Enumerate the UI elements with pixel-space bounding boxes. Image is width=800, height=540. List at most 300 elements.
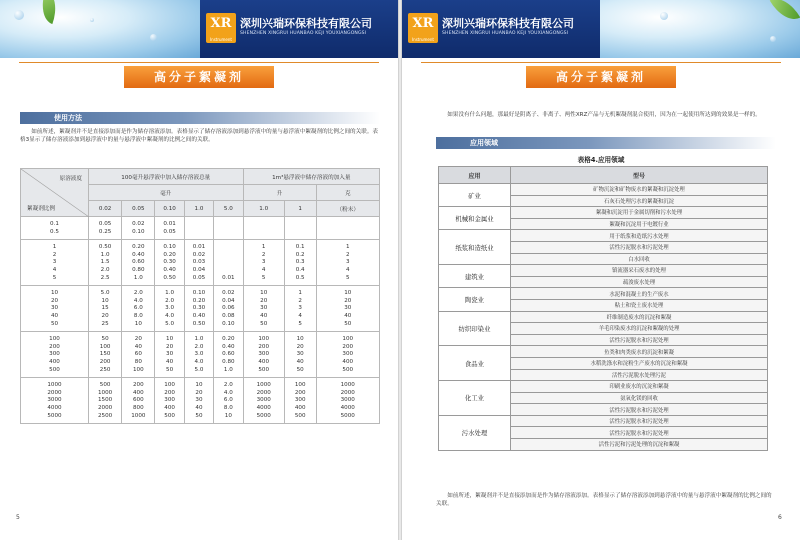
dose-value: 3 (345, 259, 350, 266)
dose-value: 0.80 (132, 266, 145, 273)
dose-value: 30 (260, 305, 268, 312)
group2-unit-a: 升 (243, 185, 316, 201)
dose-value: 5000 (340, 412, 355, 419)
dose-value: 2 (261, 251, 266, 258)
ratio-value: 30 (50, 305, 59, 312)
dose-value: 3.0 (165, 305, 175, 312)
usage-cell: 印刷业废水的沉淀和絮凝 (511, 381, 768, 393)
dose-value: 10 (134, 320, 142, 327)
dose-value: 20 (344, 297, 352, 304)
dose-value: 1000 (131, 412, 146, 419)
dose-value: 800 (132, 404, 144, 411)
application-row (439, 184, 768, 196)
dose-value: 2.0 (223, 382, 233, 389)
dose-value: 100 (99, 343, 111, 350)
group2-title: 1m³悬浮液中储存溶液的加入量 (243, 169, 379, 185)
dose-value: 10 (224, 412, 232, 419)
dose-value: 2.5 (100, 274, 110, 281)
dose-value: 300 (258, 351, 270, 358)
dose-value: 500 (164, 412, 175, 419)
dose-value: 20 (195, 389, 203, 396)
dose-value: 4.0 (165, 312, 175, 319)
dose-value (214, 244, 242, 252)
group1-unit: 毫升 (89, 185, 244, 201)
dose-col-header: （粉末） (316, 201, 380, 217)
dose-cell (155, 217, 184, 240)
ratio-value: 50 (50, 320, 59, 327)
dose-value: 40 (195, 404, 203, 411)
usage-cell: 用于纸浆和造纸污水处理 (511, 230, 768, 242)
dose-value: 1.0 (194, 336, 204, 343)
dose-value: 30 (344, 305, 352, 312)
dose-value: 3 (298, 305, 302, 312)
application-row (439, 230, 768, 242)
usage-cell: 活性污泥脱水和污泥处理 (511, 241, 768, 253)
application-table-title: 表格4.应用领域 (577, 156, 625, 164)
dose-col-header: 1 (284, 201, 316, 217)
dose-value: 100 (294, 382, 306, 389)
dose-value: 40 (296, 358, 304, 365)
dose-value: 300 (342, 351, 354, 358)
dose-cell (122, 240, 155, 286)
usage-cell: 絮凝和沉淀用于电镀行业 (511, 218, 768, 230)
dose-cell (214, 332, 243, 378)
diag-top-label: 原溶液度 (59, 176, 82, 182)
dose-value: 5.0 (100, 290, 110, 297)
dose-value: 4000 (340, 404, 355, 411)
application-row (439, 381, 768, 393)
right-page (402, 0, 800, 540)
ratio-value: 20 (50, 297, 59, 304)
dose-value: 100 (164, 382, 175, 389)
dose-value: 40 (134, 343, 142, 350)
dose-value: 2 (298, 297, 302, 304)
brand-bar (402, 0, 600, 58)
industry-cell: 污水处理 (439, 415, 511, 450)
dose-cell (316, 217, 380, 240)
dose-value: 4.0 (133, 297, 143, 304)
water-splash-image (0, 0, 200, 58)
dose-cell (122, 286, 155, 332)
dose-cell (243, 217, 284, 240)
dose-value: 0.4 (295, 266, 305, 273)
ratio-value: 5 (52, 274, 57, 281)
dose-value: 400 (258, 358, 270, 365)
dose-value: 4.0 (223, 389, 233, 396)
dose-cell (214, 286, 243, 332)
dose-value: 400 (342, 358, 354, 365)
dose-value: 400 (132, 389, 144, 396)
dose-value: 0.01 (192, 244, 206, 251)
dose-cell (89, 240, 122, 286)
usage-cell: 粘土和瓷土废水处理 (511, 299, 768, 311)
dose-value: 3000 (256, 397, 271, 404)
ratio-value: 500 (49, 366, 60, 373)
dose-value: 150 (99, 351, 111, 358)
dose-cell (155, 286, 184, 332)
dose-value: 50 (344, 320, 352, 327)
ratio-value: 200 (49, 343, 60, 350)
col-industry-header: 应用 (439, 167, 511, 184)
ratio-value: 4 (52, 266, 57, 273)
usage-cell: 活性污泥脱水和污泥处理 (511, 427, 768, 439)
dose-value: 8.0 (223, 404, 233, 411)
ratio-cell (21, 217, 89, 240)
industry-cell: 建筑业 (439, 265, 511, 288)
page-number: 6 (778, 514, 782, 521)
dose-col-header: 0.10 (155, 201, 184, 217)
dose-value: 0.05 (163, 228, 176, 235)
dose-value: 0.40 (163, 266, 176, 273)
dose-value (214, 267, 242, 275)
dose-value: 20 (296, 343, 304, 350)
usage-cell: 活性污泥脱水和污泥处理 (511, 334, 768, 346)
dose-value: 0.60 (222, 351, 235, 358)
usage-paragraph: 如前所述，絮凝剂并不是直接添加而是作为储存溶液添加。表格显示了储存溶液添加到悬浮液中的量与悬浮液中絮凝剂的比例之间的关联。表格3显示了储存溶液添加到悬浮液中的量与悬浮液中絮凝剂的比例之间的关联。 (20, 129, 379, 144)
dose-row-group (21, 286, 380, 332)
dose-value: 0.60 (132, 259, 145, 266)
dose-value: 2.0 (100, 266, 110, 273)
usage-cell: 石灰石处理污水的絮凝和沉淀 (511, 195, 768, 207)
dose-value: 40 (166, 358, 174, 365)
ratio-value: 3000 (47, 397, 62, 404)
dose-value: 10 (260, 290, 268, 297)
dose-value: 50 (195, 412, 203, 419)
application-row (439, 415, 768, 427)
dose-value: 20 (260, 297, 268, 304)
dose-value (214, 259, 242, 267)
usage-cell: 水稻洗涤水和淀粉生产废水的沉淀和絮凝 (511, 357, 768, 369)
dose-value: 5.0 (165, 320, 175, 327)
dose-value: 1500 (97, 397, 113, 404)
dose-cell (214, 378, 243, 424)
section-header-usage: 使用方法 (20, 112, 380, 124)
industry-cell: 化工业 (439, 381, 511, 416)
dose-value: 0.40 (192, 312, 206, 319)
dose-value: 1000 (256, 382, 271, 389)
dose-value: 0.25 (98, 228, 112, 235)
page-number: 5 (16, 514, 20, 521)
dose-value: 2000 (256, 389, 271, 396)
diagonal-header-cell (21, 169, 89, 217)
dose-value: 0.1 (295, 244, 305, 251)
usage-cell: 活性污泥和污泥处理的沉淀和絮凝 (511, 439, 768, 451)
dose-value: 1 (261, 244, 266, 251)
dose-value: 500 (99, 382, 111, 389)
dose-value: 0.04 (222, 297, 235, 304)
usage-cell: 活性污泥脱水和污泥处理 (511, 404, 768, 416)
dose-value: 1.5 (100, 259, 110, 266)
company-name-en: SHENZHEN XINGRUI HUANBAO KEJI YOUXIANGONGSI (240, 31, 367, 36)
dose-value: 30 (296, 351, 304, 358)
dose-cell (155, 332, 184, 378)
dose-value: 600 (132, 397, 144, 404)
dose-value: 10 (296, 336, 304, 343)
dose-value: 0.02 (132, 221, 145, 227)
dose-value: 1 (298, 290, 302, 297)
water-splash-image (600, 0, 800, 58)
dose-cell (122, 332, 155, 378)
dose-cell (184, 240, 213, 286)
dose-value: 0.10 (192, 290, 206, 297)
dose-col-header: 1.0 (243, 201, 284, 217)
dose-value: 0.40 (132, 251, 145, 258)
dose-value: 40 (344, 312, 352, 319)
industry-cell: 纺织印染业 (439, 311, 511, 346)
usage-cell: 絮凝和沉淀用于金属切削和污水处理 (511, 207, 768, 219)
dose-cell (155, 240, 184, 286)
dose-value: 60 (134, 351, 142, 358)
dose-cell (214, 240, 243, 286)
dose-value: 4000 (256, 404, 271, 411)
dose-cell (284, 240, 316, 286)
dose-value: 0.10 (163, 244, 176, 251)
usage-cell: 活性污泥脱水处理污泥 (511, 369, 768, 381)
dose-value: 2500 (97, 412, 113, 419)
ratio-value: 4000 (47, 404, 62, 411)
ratio-value: 1 (52, 244, 57, 251)
industry-cell: 机械和金属业 (439, 207, 511, 230)
dose-cell (316, 378, 380, 424)
dose-value: 4 (345, 266, 350, 273)
usage-cell: 白水回收 (511, 253, 768, 265)
dose-value: 4 (261, 266, 266, 273)
dose-value: 0.40 (222, 343, 235, 350)
dose-cell (284, 378, 316, 424)
dose-value (214, 252, 242, 260)
dose-value: 3 (261, 259, 266, 266)
dose-cell (184, 332, 213, 378)
dose-cell (155, 378, 184, 424)
dose-value: 0.50 (163, 274, 176, 281)
dose-cell (316, 332, 380, 378)
dose-value: 10 (195, 382, 203, 389)
dose-value: 0.05 (192, 274, 206, 281)
dose-value: 0.06 (222, 305, 235, 312)
dose-value: 50 (101, 336, 109, 343)
ratio-value: 100 (49, 336, 60, 343)
dose-value: 0.04 (192, 266, 206, 273)
diag-bottom-label: 絮凝剂比例 (27, 206, 55, 212)
ratio-value: 400 (49, 358, 60, 365)
dose-value: 6.0 (223, 397, 233, 404)
dose-col-header: 5.0 (214, 201, 243, 217)
ratio-value: 300 (49, 351, 60, 358)
dose-cell (184, 286, 213, 332)
dose-cell (316, 286, 380, 332)
dose-value: 40 (260, 312, 268, 319)
intro-paragraph: 如果没有什么问题，那最好是阴离子、非离子、两性XRZ产品与无机絮凝剂混合使用，因为在一起使用所达到的效果是一样的。 (447, 112, 761, 118)
dose-cell (122, 378, 155, 424)
application-row (439, 207, 768, 219)
dose-value: 30 (166, 351, 174, 358)
company-name-cn: 深圳兴瑞环保科技有限公司 (442, 17, 574, 30)
usage-cell: 鱼类和肉类废水的沉淀和絮凝 (511, 346, 768, 358)
ratio-value: 40 (50, 312, 59, 319)
dose-value: 50 (166, 366, 174, 373)
page-title: 高分子絮凝剂 (124, 66, 274, 88)
dose-value: 0.20 (132, 244, 145, 251)
dose-value: 1.0 (165, 290, 175, 297)
ratio-value: 0.1 (50, 221, 59, 227)
dose-value: 1.0 (133, 274, 143, 281)
dose-cell (214, 217, 243, 240)
dose-cell (89, 217, 122, 240)
dose-value: 0.80 (222, 358, 235, 365)
dose-cell (243, 378, 284, 424)
dose-value: 2.0 (133, 290, 143, 297)
dose-value: 8.0 (133, 312, 143, 319)
dose-cell (243, 332, 284, 378)
usage-cell: 纤维制造废水的沉淀和絮凝 (511, 311, 768, 323)
dose-cell (316, 240, 380, 286)
dose-value: 5 (261, 274, 266, 281)
usage-cell: 矿物沉淀和矿物废水的絮凝和沉淀处理 (511, 184, 768, 196)
dose-col-header: 0.02 (89, 201, 122, 217)
dose-value: 1 (345, 244, 350, 251)
dose-row-group (21, 240, 380, 286)
dose-value: 0.08 (222, 312, 235, 319)
usage-cell: 水泥和混凝土的生产废水 (511, 288, 768, 300)
dose-value: 6.0 (133, 305, 143, 312)
dose-value: 5 (345, 274, 350, 281)
application-row (439, 265, 768, 277)
group1-title: 100毫升悬浮液中加入储存溶液总量 (89, 169, 244, 185)
dose-value: 200 (258, 343, 270, 350)
dose-value: 250 (99, 366, 111, 373)
dose-value: 0.10 (222, 320, 235, 327)
usage-cell: 活性污泥脱水和污泥处理 (511, 415, 768, 427)
ratio-cell (21, 286, 89, 332)
dose-value: 30 (195, 397, 203, 404)
dose-cell (184, 217, 213, 240)
left-header (0, 0, 398, 58)
dose-value: 0.20 (222, 336, 235, 343)
xr-logo-icon: XR Instrument (206, 13, 236, 43)
dose-value: 50 (260, 320, 268, 327)
brand-bar (200, 0, 398, 58)
industry-cell: 矿业 (439, 184, 511, 207)
dose-value: 0.5 (295, 274, 305, 281)
dose-col-header: 1.0 (184, 201, 213, 217)
dose-value: 15 (101, 305, 109, 312)
dose-cell (184, 378, 213, 424)
dose-value: 10 (344, 290, 352, 297)
dose-value: 0.50 (192, 320, 206, 327)
dose-row-group (21, 332, 380, 378)
dose-value: 20 (101, 312, 109, 319)
dose-value: 500 (258, 366, 270, 373)
dose-cell (89, 332, 122, 378)
dose-value: 300 (294, 397, 306, 404)
ratio-value: 10 (50, 290, 59, 297)
dose-value: 0.03 (192, 259, 206, 266)
dose-value: 200 (132, 382, 144, 389)
dose-value: 400 (294, 404, 306, 411)
dose-value: 200 (99, 358, 111, 365)
col-model-header: 型号 (511, 167, 768, 184)
dose-value: 1.0 (100, 251, 110, 258)
dose-value: 200 (342, 343, 354, 350)
dose-value: 20 (134, 336, 142, 343)
page-title: 高分子絮凝剂 (526, 66, 676, 88)
section-header-application: 应用领域 (436, 137, 776, 149)
ratio-cell (21, 240, 89, 286)
dose-row-group (21, 378, 380, 424)
dose-value: 100 (342, 336, 354, 343)
dose-cell (284, 286, 316, 332)
dose-value: 1000 (97, 389, 113, 396)
dose-value: 2000 (340, 389, 355, 396)
dose-value: 4.0 (194, 358, 204, 365)
company-name-en: SHENZHEN XINGRUI HUANBAO KEJI YOUXIANGONGSI (442, 31, 569, 36)
industry-cell: 陶瓷业 (439, 288, 511, 311)
dose-row-group (21, 217, 380, 240)
dose-value: 100 (258, 336, 270, 343)
dose-value: 0.30 (163, 259, 176, 266)
usage-cell: 疏浚废水处理 (511, 276, 768, 288)
application-row (439, 288, 768, 300)
dose-value: 0.30 (192, 305, 206, 312)
industry-cell: 纸浆和造纸业 (439, 230, 511, 265)
dose-value: 3000 (340, 397, 355, 404)
dose-cell (89, 286, 122, 332)
application-row (439, 346, 768, 358)
ratio-value: 5000 (47, 412, 62, 419)
dose-value: 400 (164, 404, 175, 411)
dose-value: 5 (298, 320, 302, 327)
dose-value: 200 (294, 389, 306, 396)
dose-value: 100 (132, 366, 144, 373)
dose-value: 200 (164, 389, 175, 396)
dose-cell (243, 286, 284, 332)
dose-value: 0.20 (192, 297, 206, 304)
dose-value: 1000 (340, 382, 355, 389)
ratio-value: 2000 (47, 389, 62, 396)
dose-value: 2.0 (165, 297, 175, 304)
dose-value: 0.01 (222, 274, 235, 281)
xr-logo-icon: XR Instrument (408, 13, 438, 43)
dose-col-header: 0.05 (122, 201, 155, 217)
dose-value: 300 (164, 397, 175, 404)
divider (19, 62, 379, 63)
divider (421, 62, 781, 63)
ratio-value: 1000 (47, 382, 62, 389)
industry-cell: 食品业 (439, 346, 511, 381)
dose-value: 0.01 (163, 221, 176, 227)
dose-cell (284, 332, 316, 378)
dosage-table (20, 168, 380, 424)
dose-value: 25 (101, 320, 109, 327)
dose-value: 0.2 (295, 251, 305, 258)
group2-unit-b: 克 (316, 185, 380, 201)
dose-value: 10 (166, 336, 174, 343)
dose-value: 10 (101, 297, 109, 304)
dose-cell (243, 240, 284, 286)
usage-cell: 镇流器采石废水的处理 (511, 265, 768, 277)
dose-value: 0.10 (132, 228, 145, 235)
left-page (0, 0, 398, 540)
dose-cell (89, 378, 122, 424)
dose-value: 50 (296, 366, 304, 373)
dose-value: 2 (345, 251, 350, 258)
usage-cell: 氨氧化镁的回收 (511, 392, 768, 404)
dose-value: 0.02 (192, 251, 206, 258)
dose-value: 0.05 (98, 221, 112, 227)
company-name-cn: 深圳兴瑞环保科技有限公司 (240, 17, 372, 30)
ratio-cell (21, 332, 89, 378)
usage-cell: 羊毛印染废水的沉淀和絮凝的处理 (511, 323, 768, 335)
